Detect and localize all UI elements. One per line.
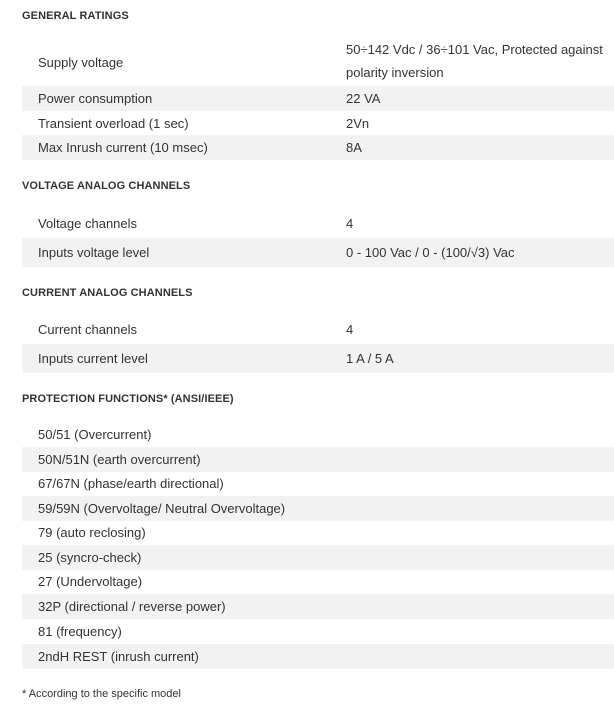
row-value: 4 (346, 322, 354, 337)
row-value: 50÷142 Vdc / 36÷101 Vac, Protected against polarity inversion (346, 42, 603, 80)
row-value: 0 - 100 Vac / 0 - (100/√3) Vac (346, 245, 515, 260)
protection-function-label: 81 (frequency) (38, 624, 122, 639)
list-item (22, 472, 614, 496)
protection-function-label: 32P (directional / reverse power) (38, 599, 226, 614)
protection-function-label: 50/51 (Overcurrent) (38, 427, 152, 442)
protection-function-label: 25 (syncro-check) (38, 550, 142, 565)
table-row (22, 209, 614, 238)
section-title-general-ratings: GENERAL RATINGS (22, 10, 129, 22)
protection-function-label: 79 (auto reclosing) (38, 525, 146, 540)
list-item (22, 619, 614, 644)
footnote: * According to the specific model (22, 688, 181, 700)
row-value: 8A (346, 140, 362, 155)
table-row (22, 344, 614, 373)
list-item (22, 594, 614, 619)
row-label: Power consumption (38, 91, 153, 106)
list-item (22, 422, 614, 447)
list-item (22, 644, 614, 669)
row-label: Max Inrush current (10 msec) (38, 140, 208, 155)
protection-function-label: 27 (Undervoltage) (38, 574, 143, 589)
table-row (22, 37, 614, 86)
table-row (22, 111, 614, 135)
row-label: Inputs current level (38, 351, 148, 366)
list-item (22, 570, 614, 594)
row-label: Voltage channels (38, 216, 138, 231)
protection-function-label: 59/59N (Overvoltage/ Neutral Overvoltage) (38, 501, 286, 516)
table-row (22, 315, 614, 344)
row-label: Current channels (38, 322, 137, 337)
section-title-current-channels: CURRENT ANALOG CHANNELS (22, 287, 193, 299)
row-label: Inputs voltage level (38, 245, 150, 260)
row-value: 2Vn (346, 116, 370, 131)
row-value: 22 VA (346, 91, 381, 106)
row-label: Transient overload (1 sec) (38, 116, 189, 131)
list-item (22, 496, 614, 521)
section-title-voltage-channels: VOLTAGE ANALOG CHANNELS (22, 180, 191, 192)
list-item (22, 545, 614, 570)
section-title-protection-functions: PROTECTION FUNCTIONS* (ANSI/IEEE) (22, 393, 234, 405)
list-item (22, 447, 614, 472)
list-item (22, 521, 614, 545)
protection-function-label: 2ndH REST (inrush current) (38, 649, 199, 664)
table-row (22, 135, 614, 160)
table-row (22, 86, 614, 111)
protection-function-label: 67/67N (phase/earth directional) (38, 476, 224, 491)
protection-function-label: 50N/51N (earth overcurrent) (38, 452, 201, 467)
row-label: Supply voltage (38, 55, 124, 70)
row-value: 4 (346, 216, 354, 231)
table-row (22, 238, 614, 267)
row-value: 1 A / 5 A (346, 351, 394, 366)
